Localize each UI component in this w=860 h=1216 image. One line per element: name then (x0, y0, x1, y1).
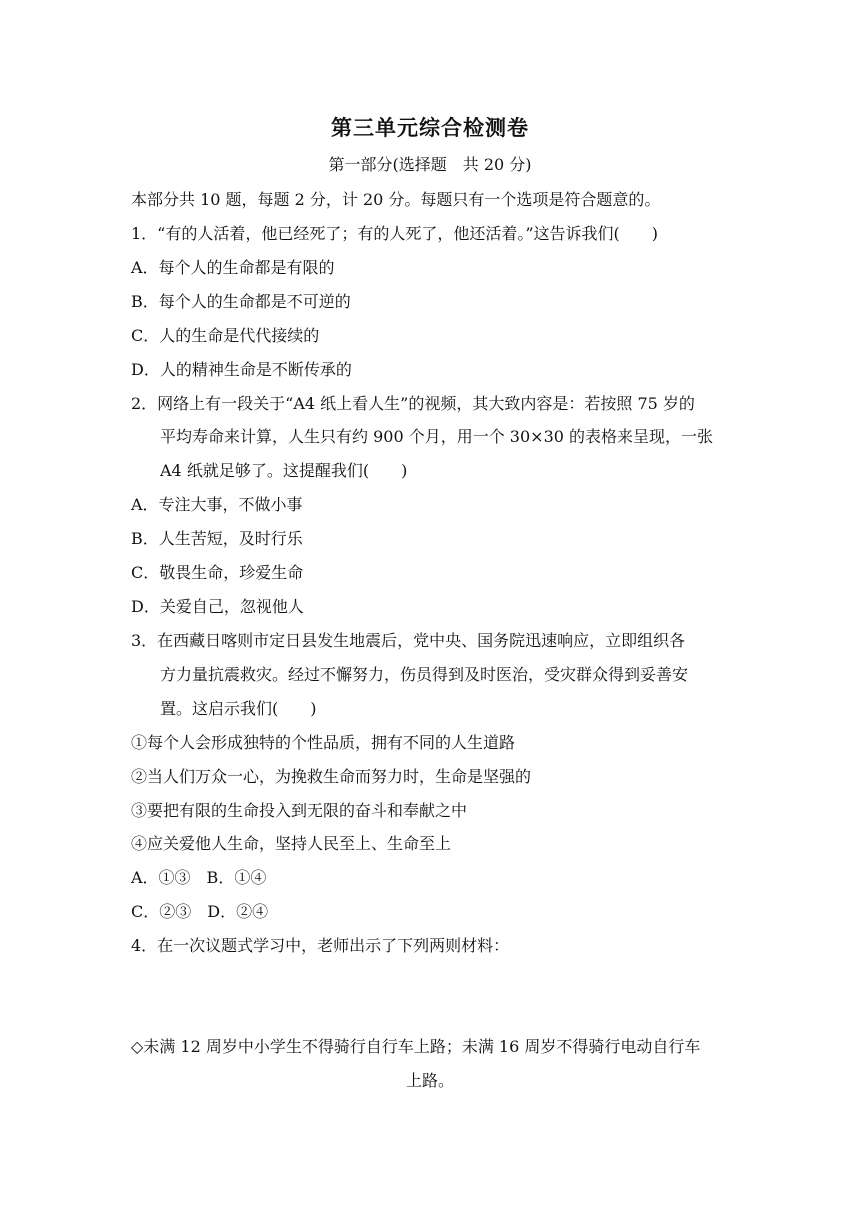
page-title: 第三单元综合检测卷 (331, 116, 529, 140)
question-2-option-a: A．专注大事，不做小事 (131, 495, 303, 514)
question-3-stem-line-1: 3．在西藏日喀则市定日县发生地震后，党中央、国务院迅速响应，立即组织各 (131, 631, 686, 650)
question-2-option-b: B．人生苦短，及时行乐 (131, 529, 303, 548)
question-4-material-line-2: 上路。 (405, 1071, 454, 1090)
question-2-option-c: C．敬畏生命，珍爱生命 (131, 563, 304, 582)
question-4-material-line-1: ◇未满 12 周岁中小学生不得骑行自行车上路；未满 16 周岁不得骑行电动自行车 (131, 1037, 701, 1056)
question-3-statement-3: ③要把有限的生命投入到无限的奋斗和奉献之中 (131, 801, 468, 820)
question-3-stem-line-2: 方力量抗震救灾。经过不懈努力，伤员得到及时医治，受灾群众得到妥善安 (160, 665, 689, 684)
question-1-option-d: D．人的精神生命是不断传承的 (131, 360, 352, 379)
question-1-option-b: B．每个人的生命都是不可逆的 (131, 292, 351, 311)
question-3-statement-4: ④应关爱他人生命，坚持人民至上、生命至上 (131, 834, 452, 853)
question-2-stem-line-2: 平均寿命来计算，人生只有约 900 个月，用一个 30×30 的表格来呈现，一张 (160, 427, 714, 446)
part-heading: 第一部分(选择题 共 20 分) (328, 155, 532, 174)
question-3-stem-line-3: 置。这启示我们( ) (160, 699, 317, 718)
question-3-options-ab: A．①③ B．①④ (131, 868, 267, 887)
question-1-stem: 1．“有的人活着，他已经死了；有的人死了，他还活着。”这告诉我们( ) (131, 224, 659, 243)
question-3-statement-2: ②当人们万众一心，为挽救生命而努力时，生命是坚强的 (131, 767, 532, 786)
question-3-options-cd: C．②③ D．②④ (131, 902, 269, 921)
question-2-stem-line-3: A4 纸就足够了。这提醒我们( ) (160, 461, 408, 480)
question-4-stem: 4．在一次议题式学习中，老师出示了下列两则材料： (131, 936, 510, 955)
instructions: 本部分共 10 题，每题 2 分，计 20 分。每题只有一个选项是符合题意的。 (131, 190, 661, 209)
question-2-option-d: D．关爱自己，忽视他人 (131, 597, 304, 616)
question-2-stem-line-1: 2．网络上有一段关于“A4 纸上看人生”的视频，其大致内容是：若按照 75 岁的 (131, 394, 695, 413)
question-1-option-a: A．每个人的生命都是有限的 (131, 258, 335, 277)
question-3-statement-1: ①每个人会形成独特的个性品质，拥有不同的人生道路 (131, 733, 516, 752)
question-1-option-c: C．人的生命是代代接续的 (131, 326, 320, 345)
